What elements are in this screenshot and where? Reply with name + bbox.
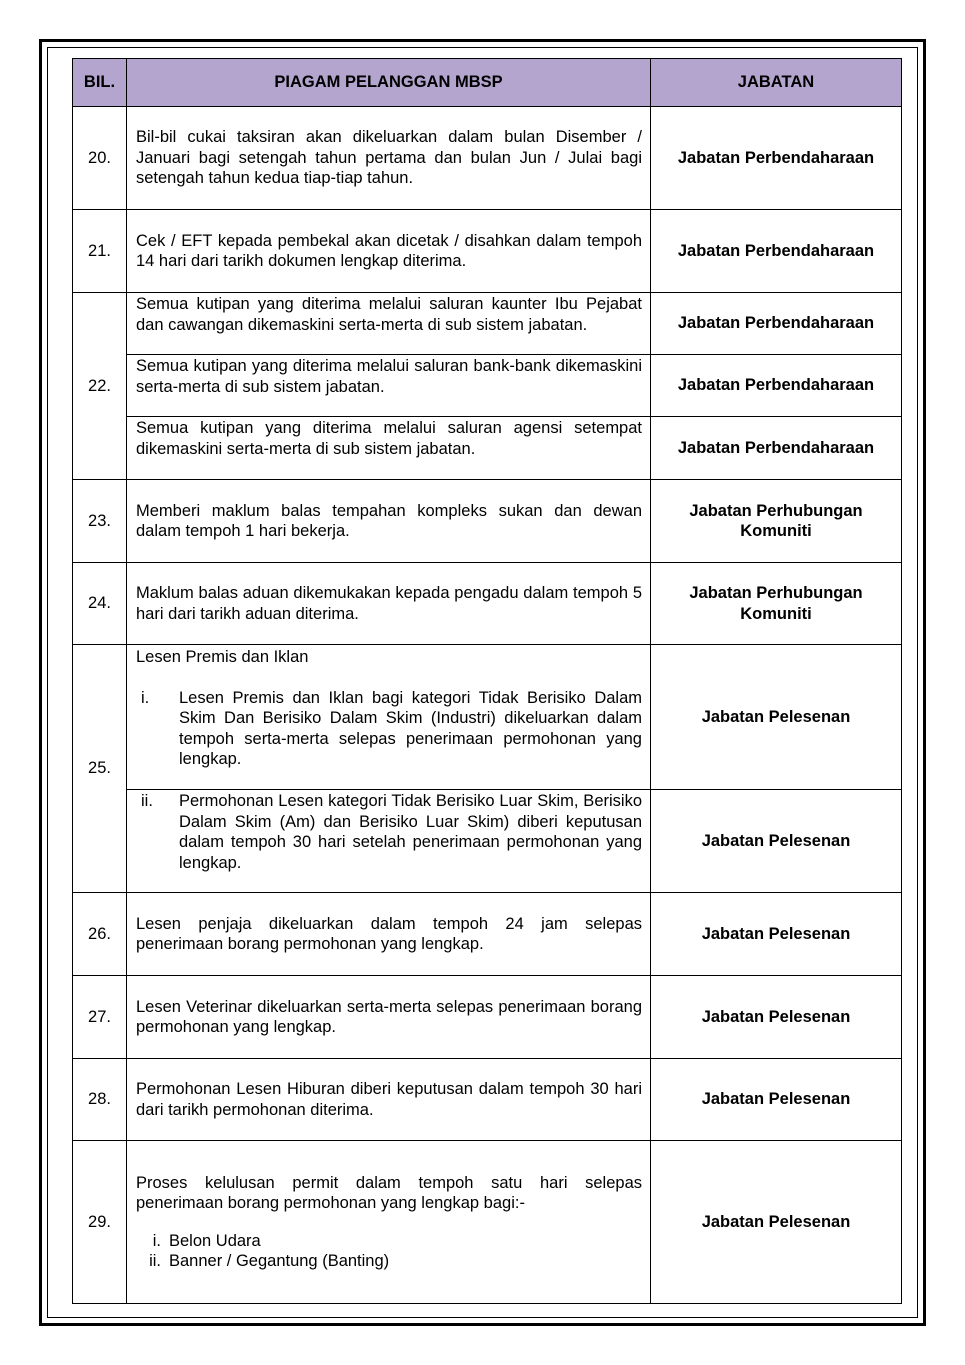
- row-department: Jabatan Pelesenan: [651, 1141, 902, 1304]
- row-number: 20.: [73, 107, 127, 210]
- table-row: [73, 976, 902, 1059]
- row-department: Jabatan Pelesenan: [651, 893, 902, 976]
- row-description: Lesen Veterinar dikeluarkan serta-merta selepas penerimaan borang permohonan yang lengkap.: [127, 976, 651, 1059]
- customer-charter-table: [72, 58, 902, 1304]
- table-row: [73, 107, 902, 210]
- row-description: Memberi maklum balas tempahan kompleks sukan dan dewan dalam tempoh 1 hari bekerja.: [127, 480, 651, 563]
- header-piagam: PIAGAM PELANGGAN MBSP: [127, 59, 651, 107]
- row-department: Jabatan Pelesenan: [651, 976, 902, 1059]
- list-marker: i.: [141, 688, 150, 707]
- row-department: Jabatan Perbendaharaan: [651, 107, 902, 210]
- row-department: Jabatan Pelesenan: [651, 645, 902, 790]
- permit-description: Proses kelulusan permit dalam tempoh satu hari selepas penerimaan borang permohonan yang lengkap bagi:-: [136, 1173, 642, 1212]
- list-item: [136, 1231, 642, 1252]
- row-description: Semua kutipan yang diterima melalui saluran kaunter Ibu Pejabat dan cawangan dikemaskini serta-merta di sub sistem jabatan.: [127, 293, 651, 355]
- row-description: [127, 645, 651, 790]
- row-department: Jabatan Perbendaharaan: [651, 293, 902, 355]
- row-number: 22.: [73, 293, 127, 480]
- table-row: [73, 790, 902, 893]
- row-department: Jabatan Perhubungan Komuniti: [651, 480, 902, 563]
- table-row: [73, 210, 902, 293]
- row-description: Semua kutipan yang diterima melalui saluran agensi setempat dikemaskini serta-merta di sub sistem jabatan.: [127, 417, 651, 480]
- row-number: 23.: [73, 480, 127, 563]
- row-description: Permohonan Lesen Hiburan diberi keputusan dalam tempoh 30 hari dari tarikh permohonan diterima.: [127, 1059, 651, 1141]
- table-row: [73, 480, 902, 563]
- row-number: 24.: [73, 563, 127, 645]
- table-row: [73, 563, 902, 645]
- list-item: [136, 688, 642, 770]
- row-number: 27.: [73, 976, 127, 1059]
- row-department: Jabatan Perbendaharaan: [651, 210, 902, 293]
- row-description: Semua kutipan yang diterima melalui saluran bank-bank dikemaskini serta-merta di sub sistem jabatan.: [127, 355, 651, 417]
- row-number: 25.: [73, 645, 127, 893]
- table-row: [73, 893, 902, 976]
- table-row: [73, 1059, 902, 1141]
- list-item-text: Lesen Premis dan Iklan bagi kategori Tidak Berisiko Dalam Skim Dan Berisiko Dalam Skim (Industri) dikeluarkan dalam tempoh serta-merta selepas penerimaan permohonan yang lengkap.: [179, 688, 642, 768]
- permit-list: [136, 1231, 642, 1272]
- row-department: Jabatan Pelesenan: [651, 790, 902, 893]
- row-department: Jabatan Perhubungan Komuniti: [651, 563, 902, 645]
- table-row: [73, 645, 902, 790]
- list-item-text: Belon Udara: [169, 1231, 261, 1250]
- customer-charter-table-container: [72, 58, 901, 1305]
- row-number: 29.: [73, 1141, 127, 1304]
- list-item-text: Banner / Gegantung (Banting): [169, 1252, 390, 1270]
- table-row: [73, 417, 902, 480]
- section-title: Lesen Premis dan Iklan: [136, 648, 309, 666]
- row-description: Cek / EFT kepada pembekal akan dicetak / disahkan dalam tempoh 14 hari dari tarikh dokumen lengkap diterima.: [127, 210, 651, 293]
- list-marker: ii.: [149, 1252, 161, 1270]
- row-number: 21.: [73, 210, 127, 293]
- row-department: Jabatan Pelesenan: [651, 1059, 902, 1141]
- row-description: Bil-bil cukai taksiran akan dikeluarkan dalam bulan Disember / Januari bagi setengah tahun pertama dan bulan Jun / Julai bagi setengah tahun kedua tiap-tiap tahun.: [127, 107, 651, 210]
- table-row: [73, 1141, 902, 1304]
- row-description: Maklum balas aduan dikemukakan kepada pengadu dalam tempoh 5 hari dari tarikh aduan diterima.: [127, 563, 651, 645]
- list-item: [136, 791, 642, 873]
- row-department: Jabatan Perbendaharaan: [651, 417, 902, 480]
- table-row: [73, 355, 902, 417]
- table-row: [73, 293, 902, 355]
- row-department: Jabatan Perbendaharaan: [651, 355, 902, 417]
- row-description: [127, 790, 651, 893]
- list-item-text: Permohonan Lesen kategori Tidak Berisiko Luar Skim, Berisiko Dalam Skim (Am) dan Berisiko Luar Skim) diberi keputusan dalam tempoh 30 hari setelah penerimaan permohonan yang lengkap.: [179, 792, 642, 872]
- row-description: Lesen penjaja dikeluarkan dalam tempoh 24 jam selepas penerimaan borang permohonan yang lengkap.: [127, 893, 651, 976]
- header-bil: BIL.: [73, 59, 127, 107]
- list-marker: ii.: [141, 792, 153, 810]
- header-jabatan: JABATAN: [651, 59, 902, 107]
- row-number: 26.: [73, 893, 127, 976]
- table-header-row: [73, 59, 902, 107]
- list-item: [136, 1251, 642, 1272]
- row-number: 28.: [73, 1059, 127, 1141]
- row-description: [127, 1141, 651, 1304]
- list-marker: i.: [152, 1231, 161, 1250]
